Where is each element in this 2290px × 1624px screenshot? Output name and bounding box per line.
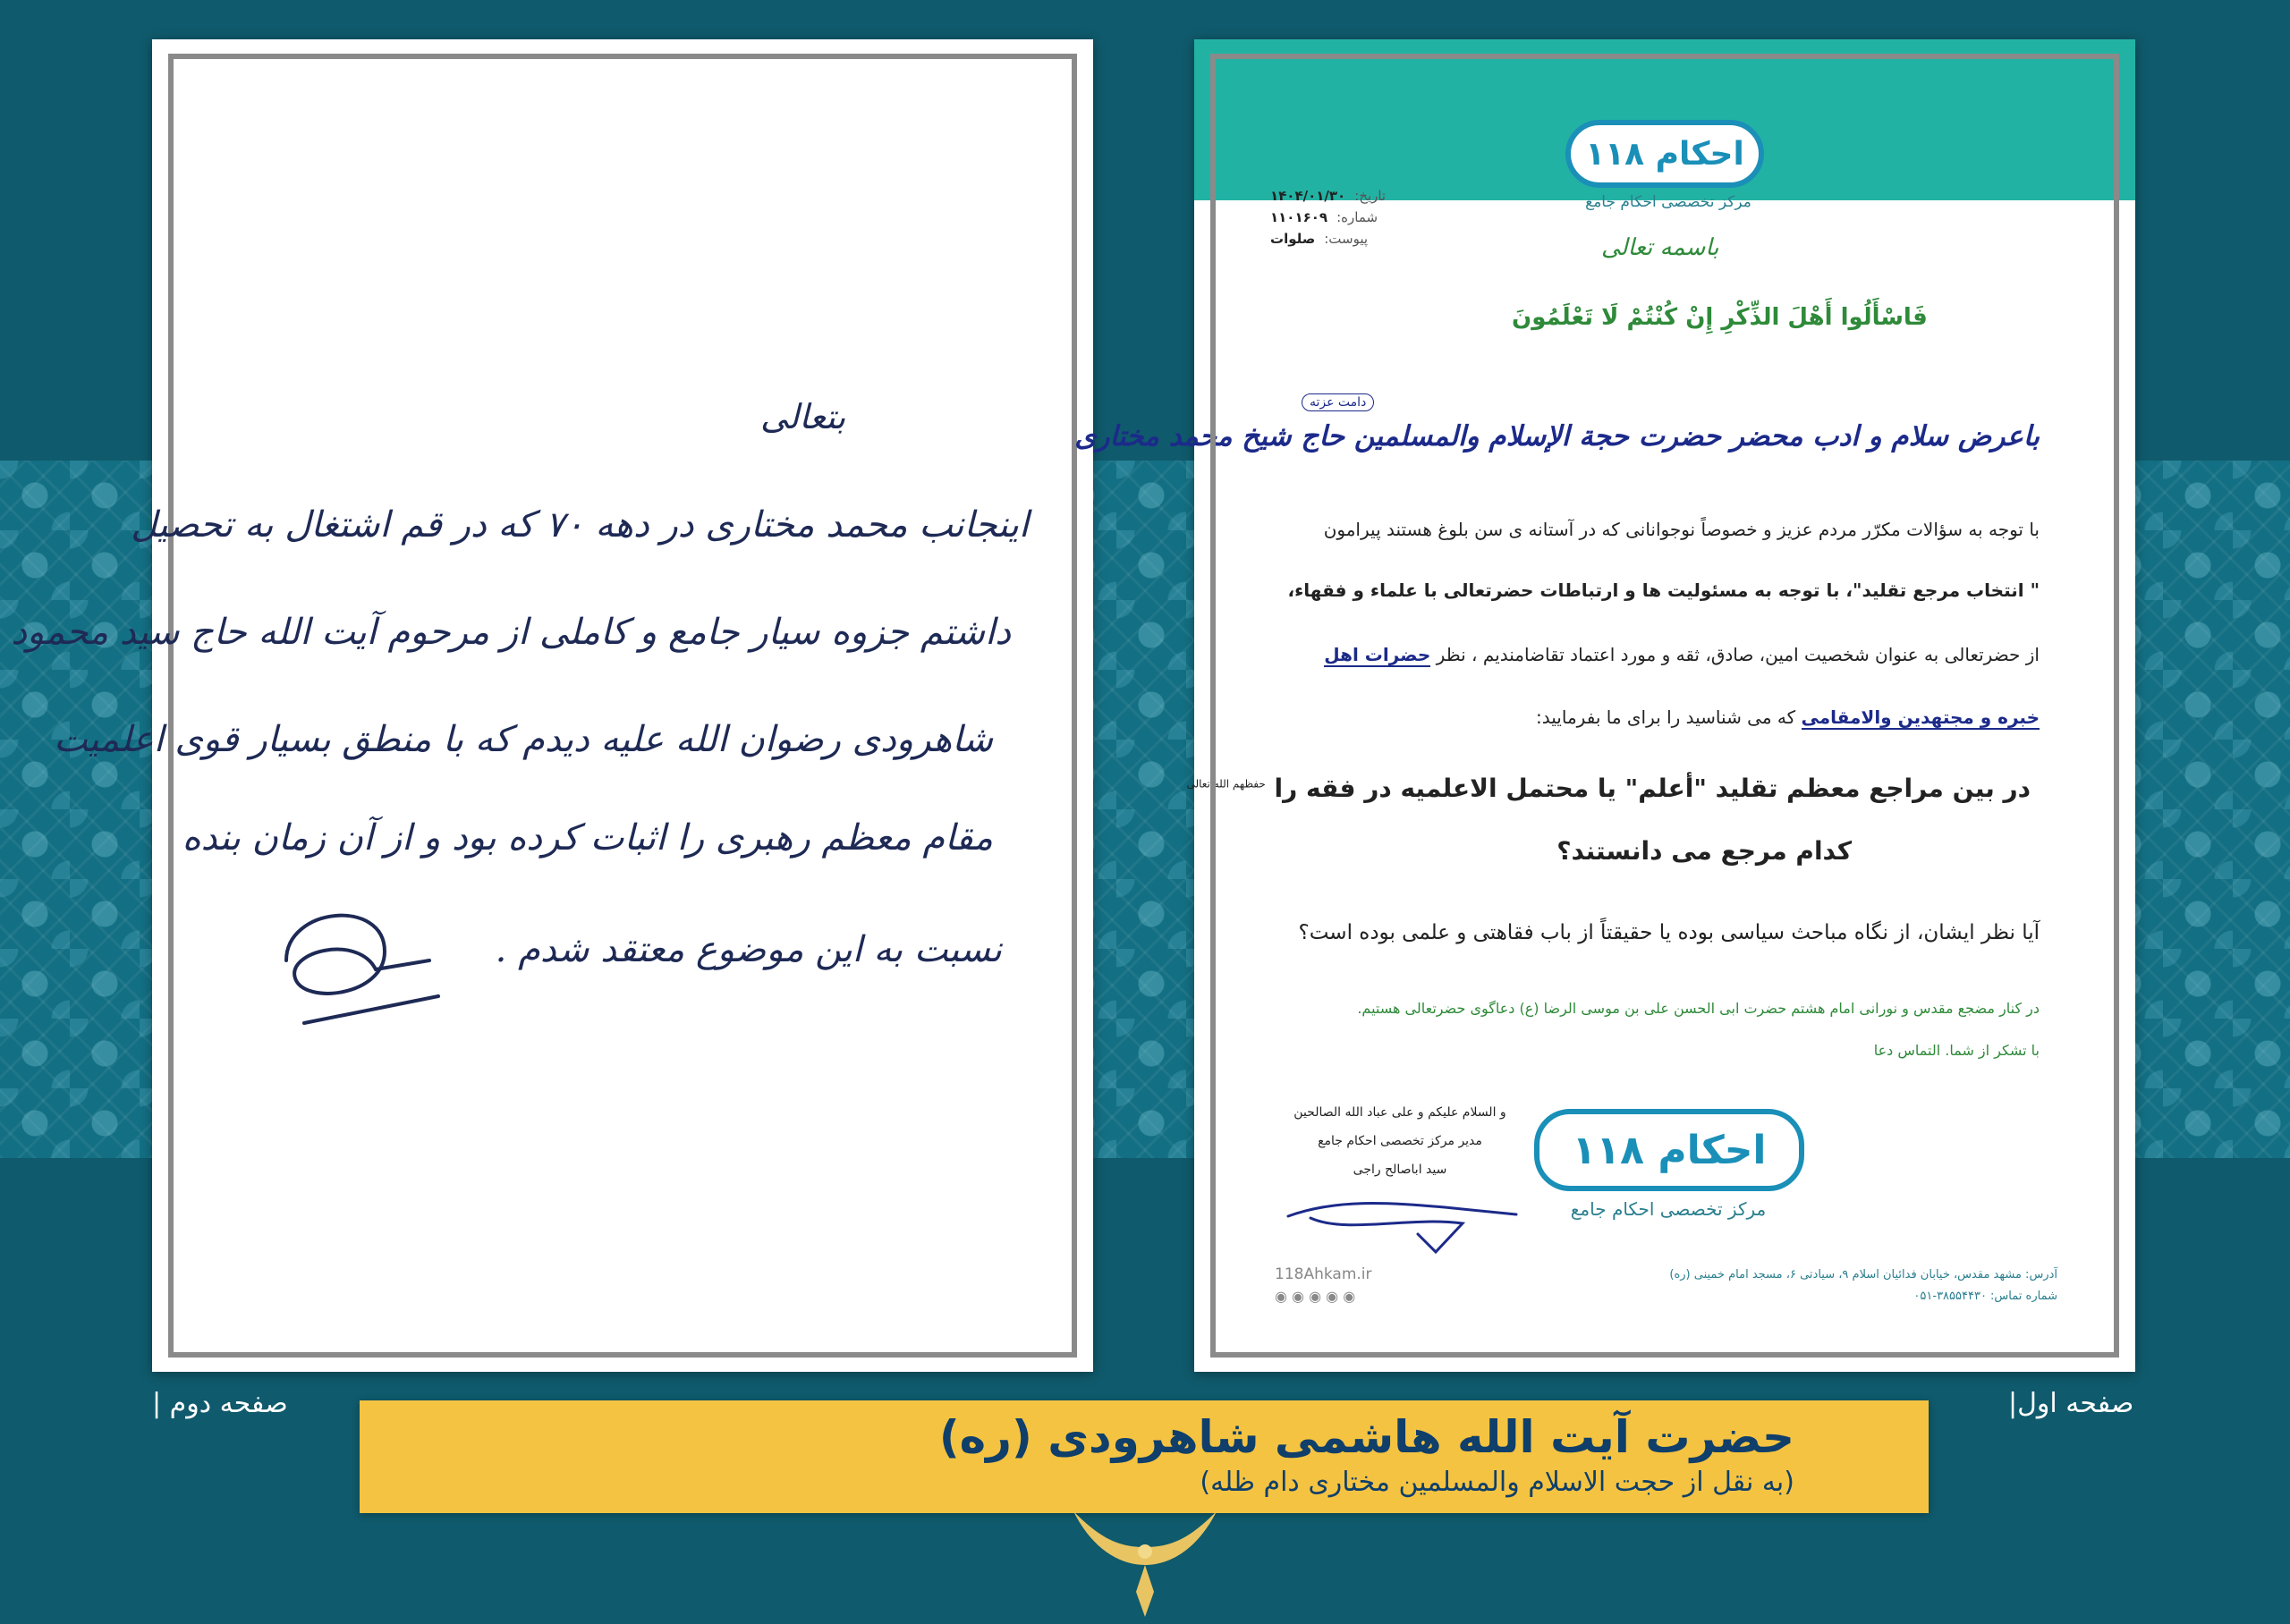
attachment-label: پیوست: [1324, 231, 1369, 247]
number-value: ۱۱۰۱۶۰۹ [1270, 209, 1328, 225]
address-line: آدرس: مشهد مقدس، خیابان فدائیان اسلام ۹، سیادتی ۶، مسجد امام خمینی (ره) [1669, 1268, 2057, 1281]
question-superscript: حفظهم الله تعالی [1186, 777, 1266, 791]
body-line-1: با توجه به سؤالات مکرّر مردم عزیز و خصوصاً نوجوانانی که در آستانه ی سن بلوغ هستند پیرامون [1323, 519, 2040, 540]
page-two-label: صفحه دوم | [152, 1388, 288, 1419]
header-logo [1565, 120, 1771, 211]
handwritten-signature [250, 898, 456, 1059]
footer-logo-subtitle: مرکز تخصصی احکام جامع [1570, 1198, 1767, 1220]
date-label: تاریخ: [1354, 188, 1387, 204]
website[interactable]: 118Ahkam.ir [1275, 1265, 1372, 1283]
letter-meta [1270, 188, 1386, 252]
link-experts[interactable]: حضرات اهل [1324, 644, 1431, 665]
handwritten-line-4: مقام معظم رهبری را اثبات کرده بود و از آن زمان بنده [182, 817, 993, 859]
number-label: شماره: [1336, 209, 1378, 225]
logo-mark: ۱۱۸ احکام [1565, 120, 1764, 188]
logo-subtitle: مرکز تخصصی احکام جامع [1585, 193, 1751, 211]
basmala: باسمه تعالی [1601, 234, 1719, 261]
question-second: کدام مرجع می دانستند؟ [1556, 836, 1852, 866]
link-mujtahids[interactable]: خبره و مجتهدین والامقامی [1801, 706, 2040, 728]
handwritten-line-1: اینجانب محمد مختاری در دهه ۷۰ که در قم اشتغال به تحصیل [131, 504, 1029, 546]
quran-verse: فَاسْأَلُوا أَهْلَ الذِّكْرِ إِنْ كُنْتُمْ لَا تَعْلَمُونَ [1512, 304, 1928, 331]
body-line-3-text: از حضرتعالی به عنوان شخصیت امین، صادق، ثقه و مورد اعتماد تقاضامندیم ، نظر [1436, 644, 2040, 665]
handwritten-line-2: داشتم جزوه سیار جامع و کاملی از مرحوم آیت الله حاج سید محمود [11, 612, 1011, 653]
attachment-value: صلوات [1270, 231, 1316, 247]
closing-name: سید اباصالح راجی [1353, 1163, 1447, 1177]
closing-thanks: با تشکر از شما. التماس دعا [1873, 1042, 2040, 1059]
closing-prayer: در کنار مضجع مقدس و نورانی امام هشتم حضرت ابی الحسن علی بن موسی الرضا (ع) دعاگوی حضرتعالی هستیم. [1357, 1000, 2040, 1017]
page-two [11, 39, 1093, 1372]
social-icons: ◉ ◉ ◉ ◉ ◉ [1275, 1288, 1356, 1305]
footer-logo [1534, 1109, 1802, 1220]
question-third: آیا نظر ایشان، از نگاه مباحث سیاسی بوده یا حقیقتاً از باب فقاهتی و علمی بوده است؟ [1298, 921, 2040, 944]
body-line-2: " انتخاب مرجع تقلید"، با توجه به مسئولیت ها و ارتباطات حضرتعالی با علماء و فقهاء، [1287, 579, 2040, 601]
banner-subtitle: (به نقل از حجت الاسلام والمسلمین مختاری دام ظله) [1200, 1467, 1794, 1498]
date-value: ۱۴۰۴/۰۱/۳۰ [1270, 188, 1346, 204]
closing-title: مدیر مرکز تخصصی احکام جامع [1318, 1134, 1482, 1148]
banner-title: حضرت آیت الله هاشمی شاهرودی (ره) [938, 1411, 1794, 1463]
ornament-icon [1064, 1511, 1226, 1619]
handwritten-heading: بتعالی [760, 397, 846, 436]
page-one-label: صفحه اول| [2008, 1388, 2134, 1419]
handwritten-line-3: شاهرودی رضوان الله علیه دیدم که با منطق بسیار قوی اعلمیت [54, 719, 993, 760]
body-line-4-text: که می شناسید را برای ما بفرمایید: [1536, 706, 1796, 728]
question-main-text: در بین مراجع معظم تقلید "أعلم" یا محتمل الاعلمیه در فقه را [1274, 774, 2031, 803]
title-banner [360, 1400, 1929, 1513]
phone-line: شماره تماس: ۳۸۵۵۴۴۳۰-۰۵۱ [1913, 1290, 2057, 1303]
page-frame [11, 54, 1077, 1358]
closing-salam: و السلام علیکم و علی عباد الله الصالحین [1293, 1105, 1506, 1120]
footer-logo-mark: ۱۱۸ احکام [1534, 1109, 1804, 1191]
salutation-badge: دامت عزته [1302, 393, 1374, 411]
handwritten-line-5: نسبت به این موضوع معتقد شدم . [495, 929, 1002, 970]
salutation-line: باعرض سلام و ادب محضر حضرت حجة الإسلام والمسلمین حاج شیخ محمد مختاری [1074, 420, 2040, 453]
